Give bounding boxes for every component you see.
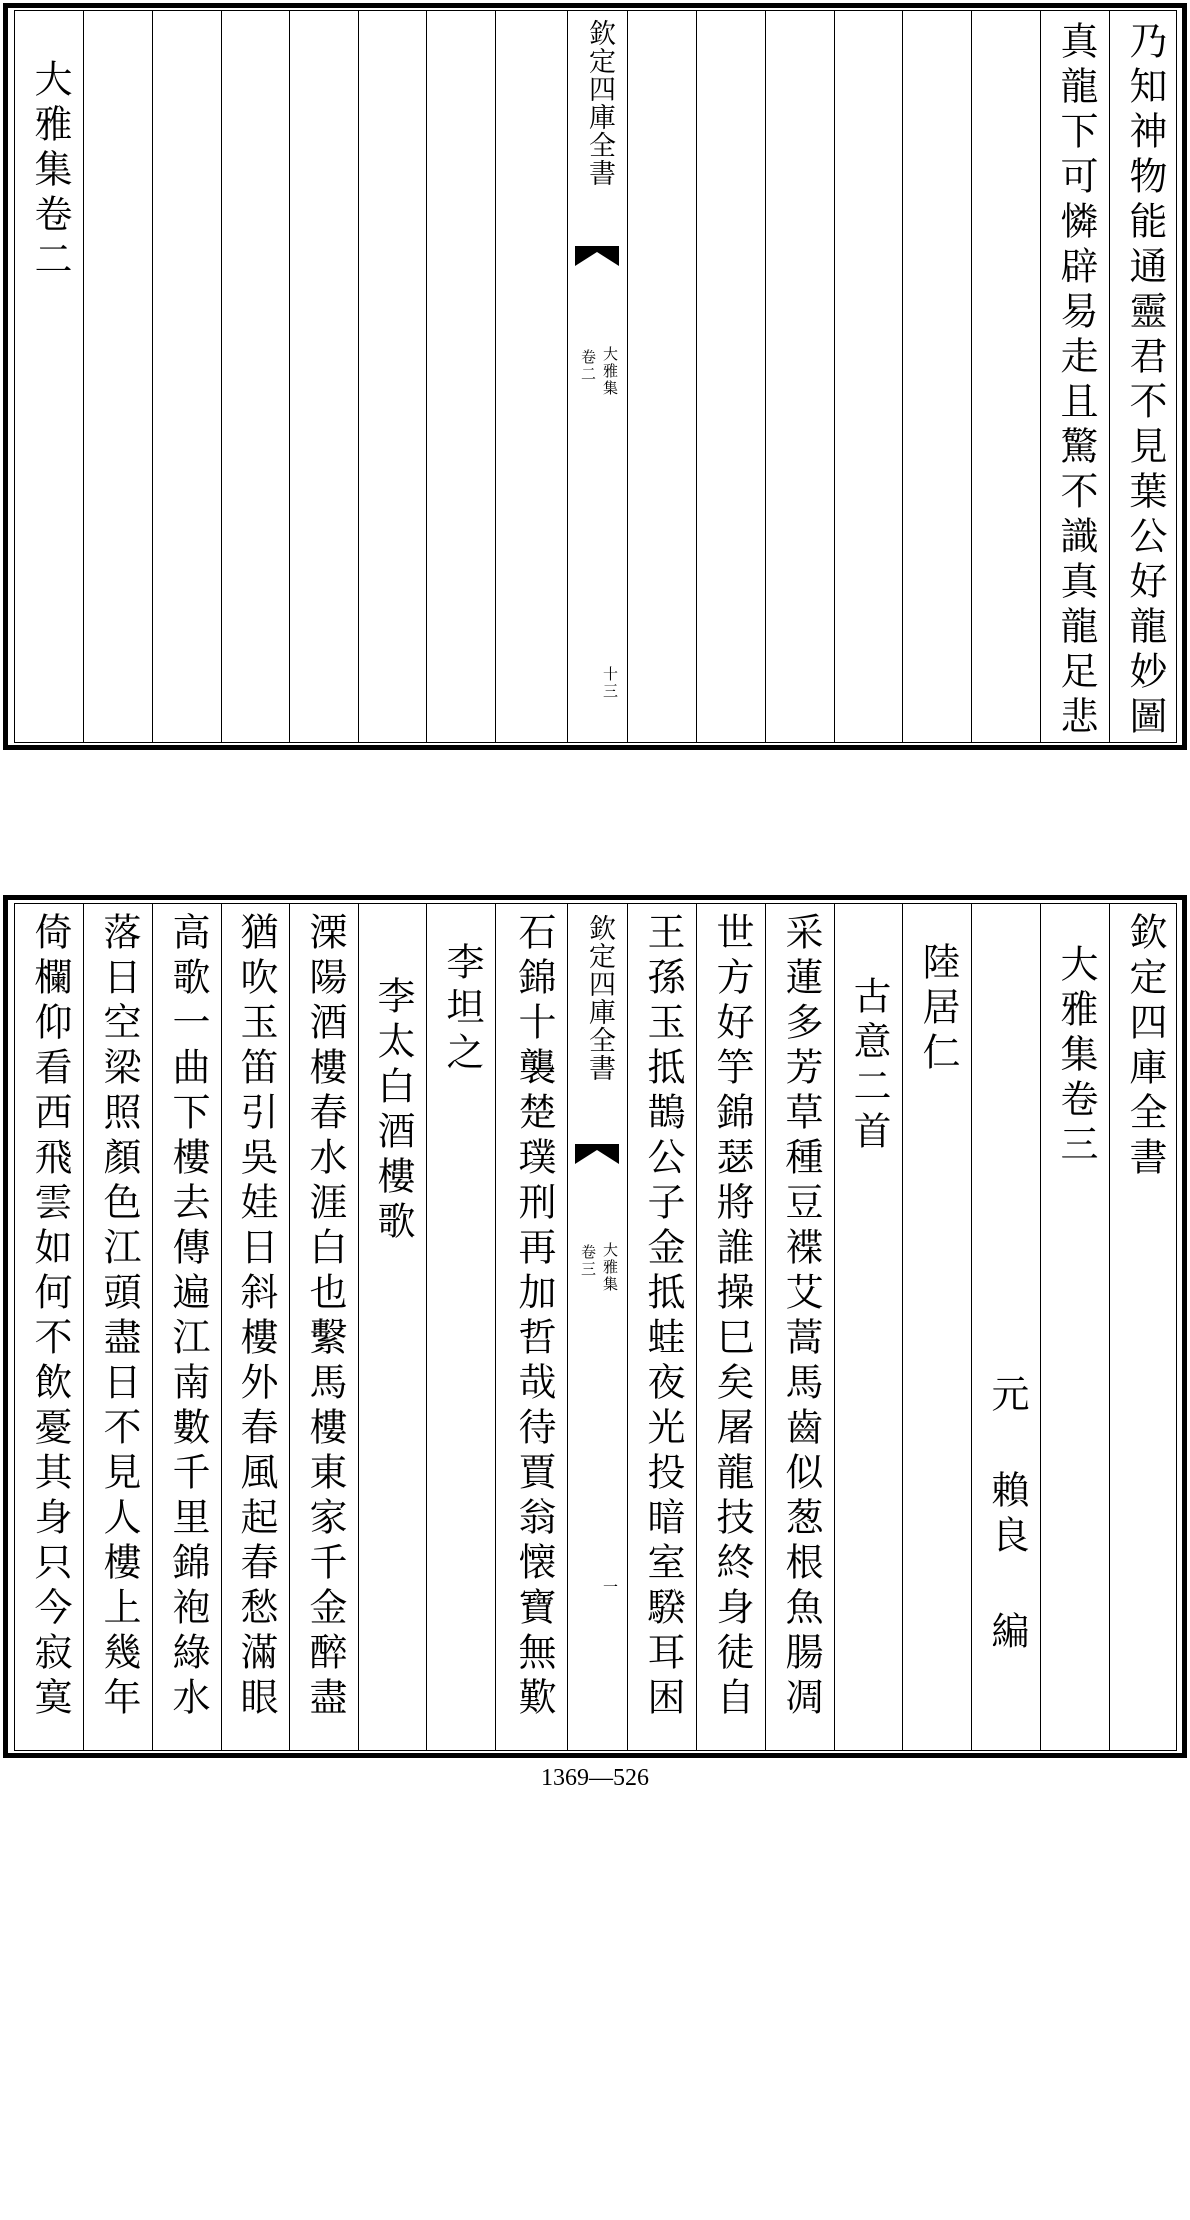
bottom-page-inner-frame [14,903,1177,1751]
poem-title: 李太白酒樓歌 [371,976,415,1246]
author-name: 李坦之 [440,942,484,1077]
bottom-page [0,895,1190,1763]
poem-line: 高歌一曲下樓去傳遍江南數千里錦袍綠水 [166,912,210,1722]
poem-line: 世方好竽錦瑟將誰操巳矣屠龍技終身徒自 [710,912,754,1722]
volume-end-title: 大雅集卷二 [28,59,72,284]
poem-line: 落日空梁照顏色江頭盡日不見人樓上幾年 [97,912,141,1722]
poem-line: 石錦十襲楚璞刑再加哲哉待賈翁懐寶無歎 [512,912,556,1722]
banner-title: 欽定四庫全書 [584,19,615,187]
page-header: 欽定四庫全書 [1123,912,1167,1182]
top-page-inner-frame [14,10,1177,743]
banner-book: 大雅集 [601,1242,619,1293]
poem-line: 倚欄仰看西飛雲如何不飲憂其身只今寂寞 [28,912,72,1722]
poem-line: 采蓮多芳草種豆褋艾蒿馬齒似葱根魚腸凋 [779,912,823,1722]
fishtail-mark [575,1144,619,1164]
banner-page-number: 一 [601,1579,619,1596]
poem-line: 溧陽酒樓春水涯白也繫馬樓東家千金醉盡 [303,912,347,1722]
top-page [0,0,1190,755]
compiler: 元 賴良 編 [985,1374,1029,1656]
fishtail-mark [575,246,619,266]
banner-title: 欽定四庫全書 [584,914,615,1082]
author-name: 陸居仁 [916,942,960,1077]
text-column: 乃知神物能通靈君不見葉公好龍妙圖 [1123,21,1167,741]
banner-book: 大雅集 [601,346,619,397]
banner-volume: 卷三 [579,1244,597,1278]
banner-volume: 卷二 [579,349,597,383]
poem-line: 王孫玉抵鵲公子金抵蛙夜光投暗室騤耳困 [641,912,685,1722]
page-footer-number: 1369—526 [541,1765,649,1791]
book-title: 大雅集卷三 [1054,944,1098,1169]
poem-line: 猶吹玉笛引吳娃日斜樓外春風起春愁滿眼 [234,912,278,1722]
banner-page-number: 十三 [601,666,619,700]
poem-title: 古意二首 [847,976,891,1156]
text-column: 真龍下可憐辟易走且驚不識真龍足悲 [1054,21,1098,741]
